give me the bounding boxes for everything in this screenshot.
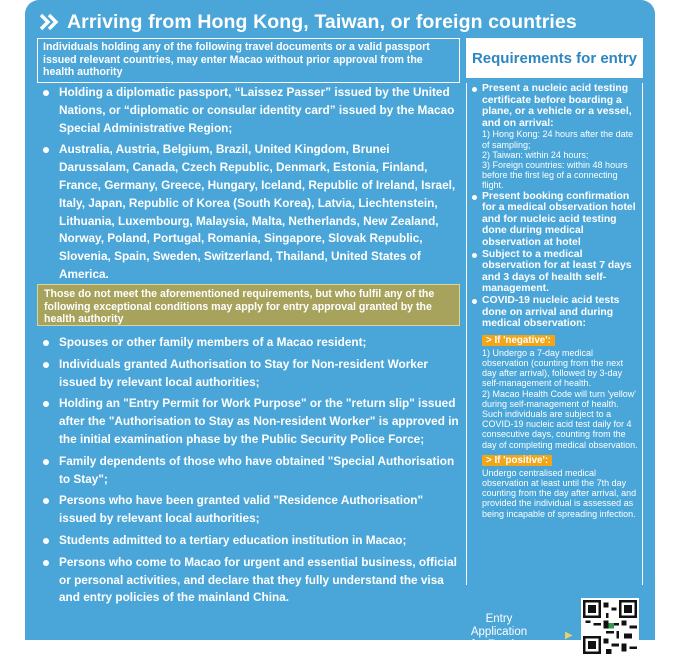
exception-list xyxy=(37,334,460,611)
list-item-text: Family dependents of those who have obtained "Special Authorisation to Stay"; xyxy=(59,453,455,486)
requirement-title: COVID-19 nucleic acid tests done on arrival and during medical observation: xyxy=(482,294,620,330)
list-item-text: Holding an "Entry Permit for Work Purpose" or the "return slip" issued after the "Authorisation to Stay as Non-resident Worker" is approved in the initial examination phase by the Public Security Police Force; xyxy=(59,396,459,446)
requirements-list xyxy=(466,83,643,585)
right-column xyxy=(466,38,643,640)
list-item-text: Individuals granted Authorisation to Stay for Non-resident Worker issued by relevant local authorities; xyxy=(59,356,429,389)
list-item xyxy=(37,532,460,550)
requirement-title: Subject to a medical observation for at least 7 days and 3 days of health self-management. xyxy=(482,248,632,295)
bullet-icon xyxy=(43,147,49,153)
qr-code-icon[interactable] xyxy=(581,598,639,656)
list-item xyxy=(37,395,460,448)
page-title xyxy=(39,9,649,35)
requirement-item xyxy=(471,249,639,295)
requirement-detail: 1) Hong Kong: 24 hours after the date of sampling; xyxy=(482,129,634,150)
exception-heading: Those do not meet the aforementioned requirements, but who fulfil any of the following exceptional conditions may apply for entry approval granted by the health authority xyxy=(37,284,460,326)
requirement-item xyxy=(471,295,639,519)
bullet-icon xyxy=(472,87,477,92)
positive-detail: Undergo centralised medical observation at least until the 7th day counting from the day after arrival, and provided the individual is assessed as being incapable of spreading infection. xyxy=(482,467,637,519)
poster xyxy=(25,0,655,651)
list-item xyxy=(37,334,460,352)
bullet-icon xyxy=(43,401,49,407)
list-item xyxy=(37,492,460,528)
list-item-text: Spouses or other family members of a Macao resident; xyxy=(59,335,367,349)
requirement-item xyxy=(471,191,639,249)
list-item-text: Persons who come to Macao for urgent and essential business, official or personal activities, and declare that they fully understand the visa and entry policies of the mainland China. xyxy=(59,554,457,605)
requirement-title: Present booking confirmation for a medical observation hotel and for nucleic acid testing done during medical observation at hotel xyxy=(482,190,636,248)
list-item xyxy=(37,84,460,137)
footer-line: Entry Application xyxy=(470,613,528,638)
document-list xyxy=(37,84,460,288)
list-item-text: Students admitted to a tertiary education institution in Macao; xyxy=(59,532,407,547)
requirement-title: Present a nucleic acid testing certificate before boarding a plane, or a vehicle or a vessel, and on arrival: xyxy=(482,83,632,129)
bullet-icon xyxy=(43,362,49,368)
bullet-icon xyxy=(43,340,49,346)
bullet-icon xyxy=(43,90,49,96)
requirement-item xyxy=(471,83,639,191)
positive-tag: > If 'positive': xyxy=(482,455,552,466)
bullet-icon xyxy=(472,195,477,200)
bullet-icon xyxy=(472,253,477,258)
double-chevron-right-icon xyxy=(39,12,61,32)
bullet-icon xyxy=(43,538,49,544)
requirement-detail: 2) Taiwan: within 24 hours; xyxy=(482,149,589,160)
list-item xyxy=(37,356,460,392)
negative-detail: 1) Undergo a 7-day medical observation (counting from the next day after arrival), followed by 3-day self-management of health. xyxy=(482,347,624,389)
page-title-text: Arriving from Hong Kong, Taiwan, or foreign countries xyxy=(67,10,577,33)
bullet-icon xyxy=(472,299,477,304)
left-column xyxy=(37,38,462,640)
arrow-right-icon: ▶ xyxy=(565,630,573,641)
list-item xyxy=(37,554,460,607)
bullet-icon xyxy=(43,560,49,566)
bullet-icon xyxy=(43,498,49,504)
footer-line: for Foreign xyxy=(471,639,527,651)
list-item-text: Australia, Austria, Belgium, Brazil, United Kingdom, Brunei Darussalam, Canada, Czech Republic, Denmark, Estonia, Finland, France, Germany, Greece, Hungary, Iceland, Republic of Ireland, Israel, Italy, Japan, Republic of Korea (South Korea), Latvia, Liechtenstein, Lithuania, Luxembourg, Malaysia, Malta, Netherlands, New Zealand, Norway, Poland, Portugal, Romania, Singapore, Slovak Republic, Slovenia, Spain, Sweden, Switzerland, Thailand, United States of America. xyxy=(59,142,456,281)
requirement-detail: 3) Foreign countries: within 48 hours before the first leg of a connecting flight. xyxy=(482,159,628,191)
negative-detail: 2) Macao Health Code will turn 'yellow' during self-management of health. Such individuals are subject to a COVID-19 nucleic acid test daily for 4 consecutive days, counting from the day of completing medical observation. xyxy=(482,388,638,450)
list-item xyxy=(37,453,460,489)
intro-text: Individuals holding any of the following travel documents or a valid passport issued relevant countries, may enter Macao without prior approval from the health authority xyxy=(37,38,460,83)
entry-application-link[interactable] xyxy=(459,613,539,652)
negative-tag: > If 'negative': xyxy=(482,335,555,346)
list-item-text: Persons who have been granted valid "Residence Authorisation" issued by relevant local authorities; xyxy=(59,493,424,526)
bullet-icon xyxy=(43,459,49,465)
list-item-text: Holding a diplomatic passport, “Laissez Passer” issued by the United Nations, or “diplomatic or consular identity card” issued by the Macao Special Administrative Region; xyxy=(59,85,455,135)
list-item xyxy=(37,141,460,283)
requirements-heading: Requirements for entry xyxy=(466,38,643,78)
